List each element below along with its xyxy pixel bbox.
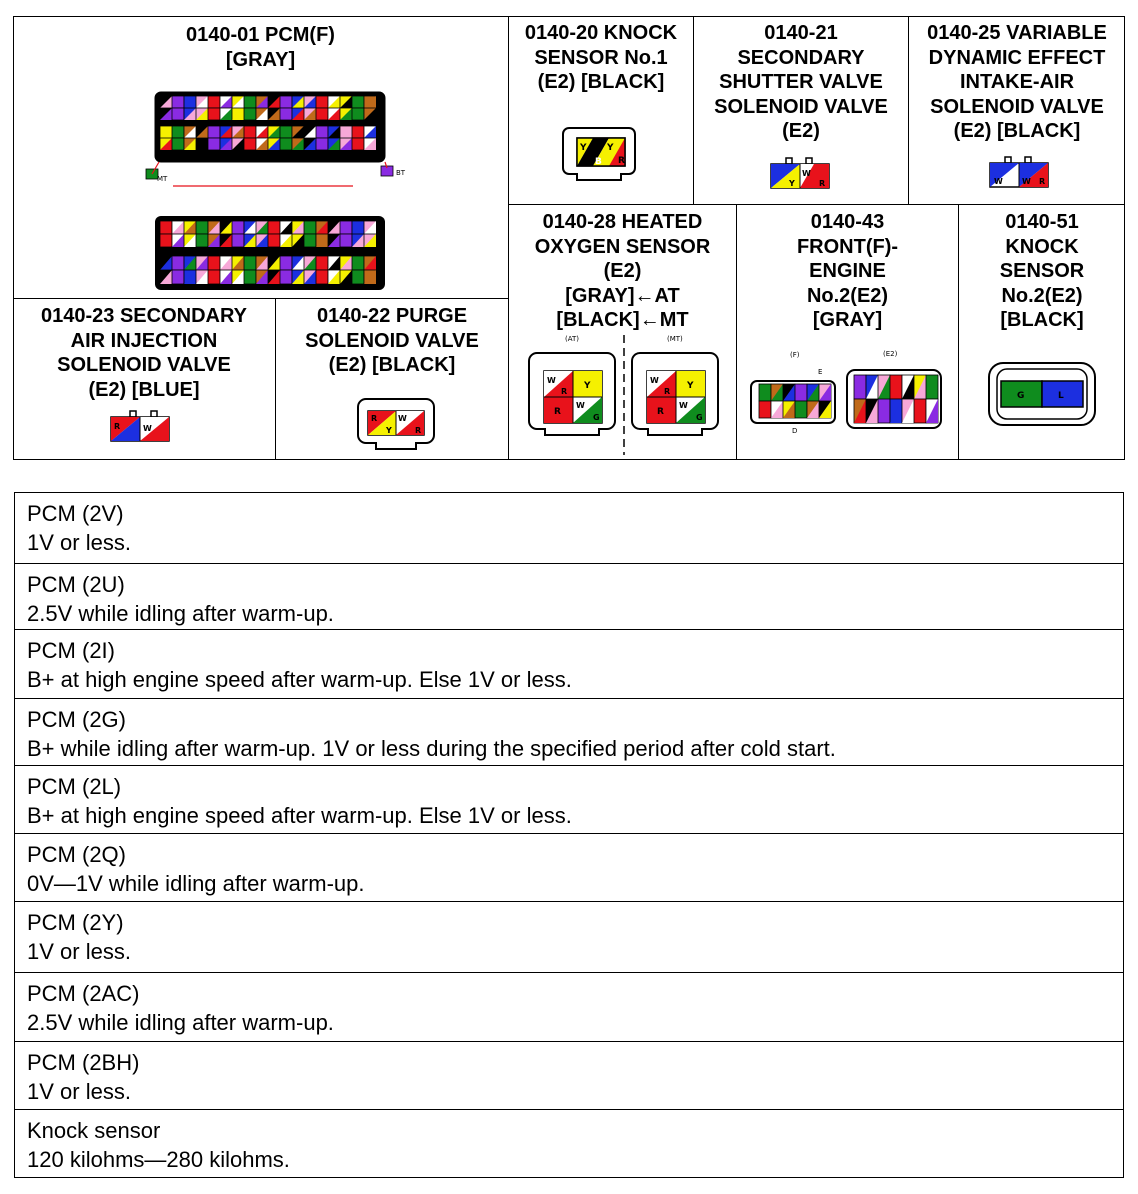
- ho2s-at-pin-r1: R: [561, 387, 568, 396]
- connector-pin: [352, 108, 364, 120]
- knock-sensor-2-cell: [959, 205, 1125, 460]
- vdei-pin-w1: W: [994, 177, 1003, 186]
- connector-pin: [208, 138, 220, 150]
- front-engine-cell: [737, 205, 959, 460]
- spec-value: 120 kilohms—280 kilohms.: [27, 1147, 290, 1172]
- shutter-pin-y: Y: [789, 179, 795, 188]
- connector-pin: [280, 138, 292, 150]
- connector-pin: [244, 270, 256, 284]
- spec-value: B+ while idling after warm-up. 1V or less during the specified period after cold start.: [27, 736, 836, 761]
- ho2s-mt-pin-y: Y: [687, 381, 694, 391]
- ho2s-connectors: [509, 205, 737, 460]
- front-engine-label-e2: (E2): [883, 350, 898, 358]
- spec-value: 1V or less.: [27, 939, 131, 964]
- connector-pin: [795, 384, 807, 401]
- pcm-connector-title: 0140-01 PCM(F) [GRAY]: [186, 24, 335, 71]
- connector-pin: [172, 126, 184, 138]
- spec-row: [15, 629, 1123, 698]
- purge-solenoid-cell: [276, 298, 509, 460]
- connector-pin: [854, 375, 866, 399]
- connector-pin: [172, 256, 184, 270]
- front-engine-label-f: (F): [790, 351, 800, 359]
- shutter-valve-connector: [694, 16, 909, 205]
- shutter-pin-r: R: [819, 179, 826, 188]
- spec-row: [15, 1041, 1123, 1109]
- connector-pin: [352, 256, 364, 270]
- knock1-pin-b: B: [595, 157, 602, 167]
- ho2s-mt-pin-r2: R: [657, 407, 664, 417]
- vdei-solenoid-cell: [909, 16, 1125, 205]
- spec-value: 0V—1V while idling after warm-up.: [27, 871, 365, 896]
- front-engine-connectors: [737, 205, 959, 460]
- connector-pin: [280, 270, 292, 284]
- knock1-pin-y2: Y: [607, 143, 614, 153]
- connector-pin: [268, 234, 280, 247]
- connector-pin: [244, 126, 256, 138]
- air-injection-cell: [13, 298, 276, 460]
- connector-pin: [232, 234, 244, 247]
- shutter-valve-cell: [694, 16, 909, 205]
- connector-pin: [196, 221, 208, 234]
- connector-pin: [208, 108, 220, 120]
- front-engine-label-e: E: [818, 368, 823, 376]
- spec-table: [14, 492, 1124, 1178]
- connector-pin: [878, 399, 890, 423]
- spec-table-body: [15, 493, 1123, 1177]
- spec-row: [15, 1109, 1123, 1177]
- spec-row: [15, 901, 1123, 972]
- connector-pin: [172, 270, 184, 284]
- connector-pin: [316, 270, 328, 284]
- connector-pin: [304, 221, 316, 234]
- pcm-connector-cell: [13, 16, 509, 298]
- connector-pin: [280, 256, 292, 270]
- connector-pin: [244, 256, 256, 270]
- knock-sensor-1-title: 0140-20 KNOCK SENSOR No.1 (E2) [BLACK]: [524, 22, 678, 93]
- connector-pin: [196, 234, 208, 247]
- spec-row: [15, 698, 1123, 765]
- shutter-valve-title: 0140-21 SECONDARY SHUTTER VALVE SOLENOID VALVE (E2): [714, 22, 888, 142]
- spec-row: [15, 833, 1123, 901]
- connector-pin: [208, 256, 220, 270]
- connector-pin: [316, 256, 328, 270]
- connector-pin: [316, 126, 328, 138]
- front-engine-title: 0140-43 FRONT(F)- ENGINE No.2(E2) [GRAY]: [796, 211, 899, 331]
- spec-row: [15, 493, 1123, 563]
- knock1-pin-y: Y: [580, 143, 587, 153]
- connector-pin: [268, 221, 280, 234]
- ho2s-at-pin-g: G: [593, 413, 600, 422]
- knock-sensor-1-cell: [509, 16, 694, 205]
- spec-terminal: PCM (2Y): [27, 910, 124, 935]
- ho2s-at-pin-w2: W: [576, 401, 585, 410]
- vdei-pin-w2: W: [1022, 177, 1031, 186]
- connector-pin: [914, 399, 926, 423]
- connector-pin: [890, 375, 902, 399]
- spec-terminal: Knock sensor: [27, 1118, 161, 1143]
- purge-pin-r1: R: [371, 414, 378, 423]
- connector-pin: [160, 234, 172, 247]
- ho2s-cell: [509, 205, 737, 460]
- purge-pin-w: W: [398, 414, 407, 423]
- spec-value: B+ at high engine speed after warm-up. Else 1V or less.: [27, 803, 572, 828]
- purge-solenoid-connector: [276, 299, 509, 461]
- ho2s-mt-pin-w2: W: [679, 401, 688, 410]
- ho2s-mt-pin-g: G: [696, 413, 703, 422]
- knock-sensor-2-title: 0140-51 KNOCK SENSOR No.2(E2) [BLACK]: [999, 211, 1085, 331]
- ho2s-mt-pin-r1: R: [664, 387, 671, 396]
- purge-pin-r2: R: [415, 426, 422, 435]
- connector-pin: [926, 375, 938, 399]
- spec-terminal: PCM (2I): [27, 638, 115, 663]
- knock1-pin-r: R: [618, 156, 625, 166]
- air-injection-connector: [13, 299, 276, 461]
- connector-pin: [280, 96, 292, 108]
- purge-solenoid-title: 0140-22 PURGE SOLENOID VALVE (E2) [BLACK]: [305, 305, 479, 376]
- pcm-connector-drawing: [13, 16, 509, 298]
- spec-terminal: PCM (2L): [27, 774, 122, 799]
- connector-pin: [280, 108, 292, 120]
- connector-pin: [316, 96, 328, 108]
- shutter-pin-w: W: [802, 169, 811, 178]
- vdei-solenoid-title: 0140-25 VARIABLE DYNAMIC EFFECT INTAKE-AIR SOLENOID VALVE (E2) [BLACK]: [927, 22, 1107, 142]
- pcm-pin-label-mt: MT: [157, 175, 168, 183]
- connector-pin: [208, 126, 220, 138]
- purge-pin-y: Y: [386, 426, 392, 435]
- connector-pin: [352, 96, 364, 108]
- spec-value: 2.5V while idling after warm-up.: [27, 1010, 334, 1035]
- connector-pin: [280, 126, 292, 138]
- spec-value: 1V or less.: [27, 530, 131, 555]
- spec-value: B+ at high engine speed after warm-up. Else 1V or less.: [27, 667, 572, 692]
- knock-sensor-2-connector: [959, 205, 1125, 460]
- spec-row: [15, 563, 1123, 629]
- spec-terminal: PCM (2U): [27, 572, 125, 597]
- knock2-pin-g: G: [1017, 391, 1025, 401]
- connector-pin: [244, 108, 256, 120]
- front-engine-label-d: D: [792, 427, 798, 435]
- connector-pin: [316, 108, 328, 120]
- connector-pin: [759, 384, 771, 401]
- ho2s-at-pin-r2: R: [554, 407, 561, 417]
- spec-terminal: PCM (2Q): [27, 842, 126, 867]
- knock2-pin-l: L: [1058, 391, 1064, 401]
- ho2s-at-pin-y: Y: [584, 381, 591, 391]
- pcm-lower-connector: [155, 216, 385, 290]
- front-engine-e2-connector: [847, 370, 941, 428]
- connector-pin: [340, 234, 352, 247]
- connector-pin: [304, 234, 316, 247]
- connector-pin: [172, 108, 184, 120]
- spec-row: [15, 972, 1123, 1041]
- connector-pin: [244, 96, 256, 108]
- knock-sensor-1-connector: [509, 16, 694, 205]
- pcm-upper-connector: [146, 92, 393, 186]
- ho2s-at-connector: [529, 353, 615, 435]
- spec-terminal: PCM (2V): [27, 501, 124, 526]
- connector-pin: [316, 138, 328, 150]
- ho2s-label-mt: (MT): [667, 335, 683, 343]
- connector-pin: [244, 138, 256, 150]
- spec-value: 2.5V while idling after warm-up.: [27, 601, 334, 626]
- spec-terminal: PCM (2AC): [27, 981, 140, 1006]
- ho2s-at-pin-w1: W: [547, 376, 556, 385]
- connector-pin: [352, 270, 364, 284]
- pcm-pin-label-bt: BT: [396, 169, 406, 177]
- connector-pin: [208, 96, 220, 108]
- connector-pin: [172, 96, 184, 108]
- air-injection-title: 0140-23 SECONDARY AIR INJECTION SOLENOID VALVE (E2) [BLUE]: [40, 305, 247, 401]
- air-inj-pin-r: R: [114, 422, 121, 431]
- ho2s-mt-connector: [632, 353, 718, 435]
- connector-pin: [340, 221, 352, 234]
- connector-pin: [172, 138, 184, 150]
- ho2s-label-at: (AT): [565, 335, 579, 343]
- spec-terminal: PCM (2BH): [27, 1050, 140, 1075]
- connector-pin: [795, 401, 807, 418]
- front-engine-f-connector: [751, 381, 835, 423]
- connector-pin: [352, 138, 364, 150]
- vdei-pin-r: R: [1039, 177, 1046, 186]
- connector-pin: [759, 401, 771, 418]
- ho2s-title: 0140-28 HEATED OXYGEN SENSOR (E2) [GRAY]←AT [BLACK]←MT: [534, 211, 711, 331]
- air-inj-pin-w: W: [143, 424, 152, 433]
- connector-pin: [352, 126, 364, 138]
- spec-terminal: PCM (2G): [27, 707, 126, 732]
- connector-pin: [208, 270, 220, 284]
- vdei-solenoid-connector: [909, 16, 1125, 205]
- spec-value: 1V or less.: [27, 1079, 131, 1104]
- spec-row: [15, 765, 1123, 833]
- ho2s-mt-pin-w1: W: [650, 376, 659, 385]
- connector-pin: [160, 221, 172, 234]
- connector-pin: [232, 221, 244, 234]
